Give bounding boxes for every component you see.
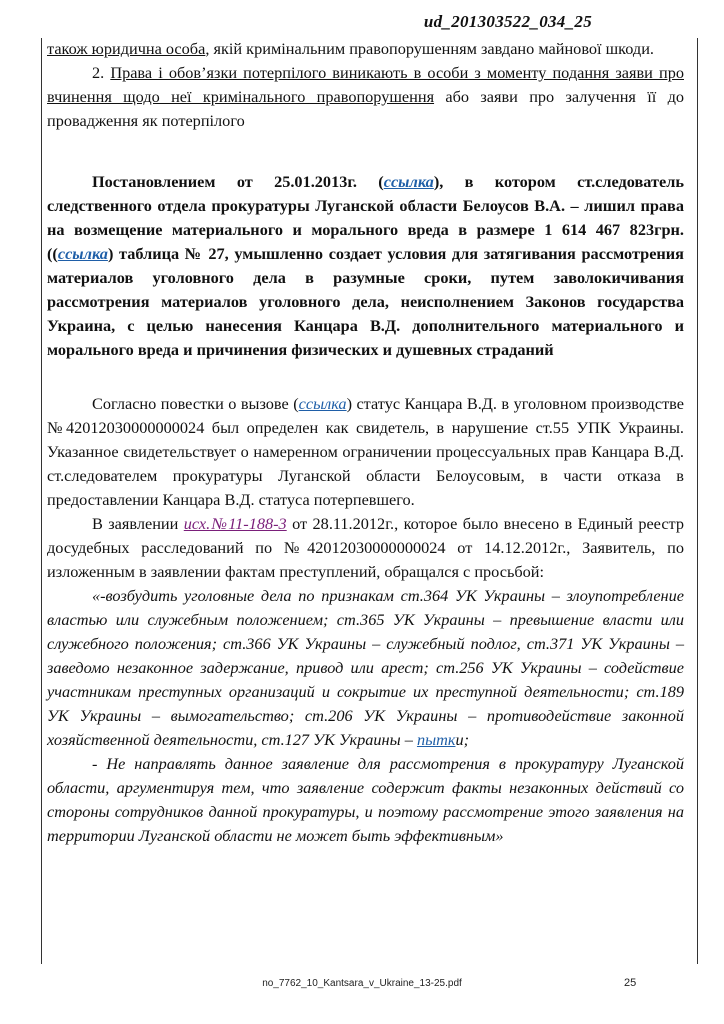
reference-link[interactable]: ссылка xyxy=(298,394,347,413)
document-body xyxy=(47,37,684,848)
right-margin-rule xyxy=(697,38,698,964)
reference-link[interactable]: ссылка xyxy=(383,172,434,191)
underlined-text: також юридична особа xyxy=(47,39,206,58)
paragraph-text: В заявлении xyxy=(92,514,184,533)
left-margin-rule xyxy=(41,38,42,964)
quote-text: «-возбудить уголовные дела по признакам ст.364 УК Украины – злоупотребление властью или служебным положением; ст.365 УК Украины – превышение власти или служебного положения; ст.366 УК Украины – служебный подлог, ст.371 УК Украины – заведомо незаконное задержание, привод или арест; ст.256 УК Украины – содействие участникам преступных организаций и сокрытие их преступной деятельности; ст.189 УК Украины – вымогательство; ст.206 УК Украины – противодействие законной хозяйственной деятельности, ст.127 УК Украины – xyxy=(47,586,684,749)
item-number: 2. xyxy=(92,63,111,82)
paragraph-request-quote-2 xyxy=(47,752,684,848)
paragraph-text: ) статус Канцара В.Д. в уголовном производстве №42012030000000024 был определен как свидетель, в нарушение ст.55 УПК Украины. Указанное свидетельствует о намеренном ограничении процессуальных прав Канцара В.Д. ст.следователем прокуратуры Луганской области Белоусовым, в части отказа в предоставлении Канцара В.Д. статуса потерпевшего. xyxy=(47,394,685,509)
document-id-header: ud_201303522_034_25 xyxy=(423,12,592,31)
application-link[interactable]: исх.№11-188-3 xyxy=(183,514,287,533)
paragraph-legal-entity xyxy=(47,37,684,61)
paragraph-victim-rights xyxy=(47,61,684,133)
quote-text: и; xyxy=(455,730,470,749)
underlined-text: Права і обов’язки потерпілого виникають в особи з моменту подання заяви про вчинення щодо неї кримінального правопорушення xyxy=(47,63,684,106)
paragraph-text: ) таблица № 27, умышленно создает условия для затягивания рассмотрения материалов уголовного дела в разумные сроки, путем заволокичивания рассмотрения материалов уголовного дела, неисполнением Законов государства Украина, с целью нанесения Канцара В.Д. дополнительного материального и морального вреда и причинения физических и душевных страданий xyxy=(47,244,684,359)
paragraph-application xyxy=(47,512,684,584)
spacer xyxy=(47,362,684,392)
paragraph-text: або заяви про залучення її до провадження як потерпілого xyxy=(47,87,684,130)
footer-filename: no_7762_10_Kantsara_v_Ukraine_13-25.pdf xyxy=(262,978,462,989)
paragraph-summons xyxy=(47,392,684,512)
paragraph-text: , якій кримінальним правопорушенням завдано майнової шкоди. xyxy=(205,39,654,58)
reference-link[interactable]: ссылка xyxy=(57,244,108,263)
torture-link[interactable]: пытк xyxy=(416,730,456,749)
paragraph-text: ), в котором ст.следователь следственного отдела прокуратуры Луганской области Белоусов В.А. – лишил права на возмещение материального и морального вреда в размере 1 614 467 823грн. (( xyxy=(47,172,684,263)
paragraph-text: Постановлением от 25.01.2013г. ( xyxy=(92,172,384,191)
paragraph-text: Согласно повестки о вызове ( xyxy=(92,394,299,413)
spacer xyxy=(47,133,684,170)
paragraph-request-quote xyxy=(47,584,684,752)
paragraph-text: от 28.11.2012г., которое было внесено в Единый реестр досудебных расследований по №42012030000000024 от 14.12.2012г., Заявитель, по изложенным в заявлении фактам преступлений, обращался с просьбой: xyxy=(47,514,684,581)
quote-text: - Не направлять данное заявление для рассмотрения в прокуратуру Луганской области, аргументируя тем, что заявление содержит факты незаконных действий со стороны сотрудников данной прокуратуры, и поэтому рассмотрение этого заявления на территории Луганской области не может быть эффективным» xyxy=(47,754,684,845)
paragraph-resolution xyxy=(47,170,684,362)
page-number: 25 xyxy=(624,977,637,989)
